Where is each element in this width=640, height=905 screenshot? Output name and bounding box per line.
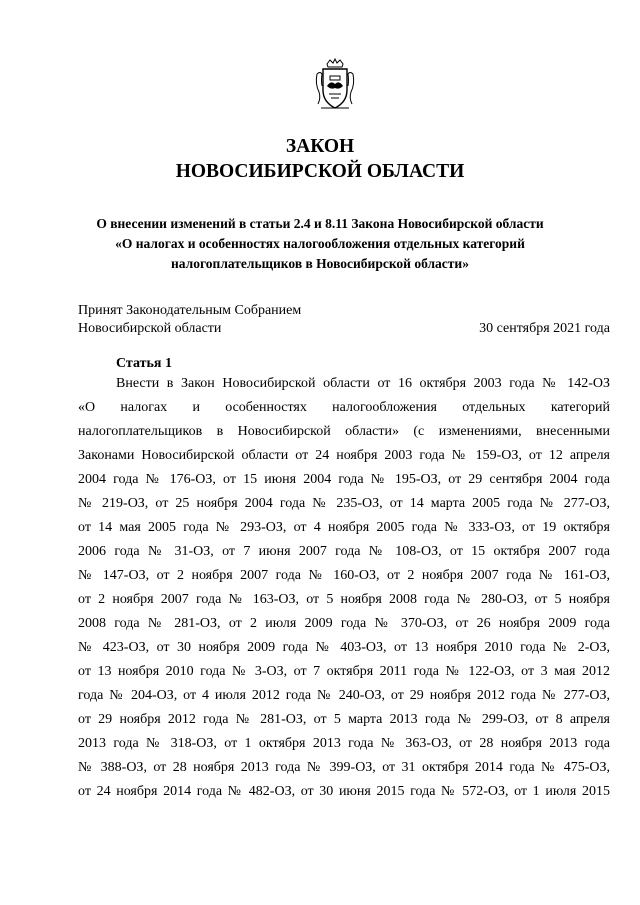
body-line: № 219-ОЗ, от 25 ноября 2004 года № 235-ОЗ, от 14 марта 2005 года № 277-ОЗ, <box>78 496 610 511</box>
body-line: от 24 ноября 2014 года № 482-ОЗ, от 30 июня 2015 года № 572-ОЗ, от 1 июля 2015 <box>78 784 610 799</box>
coat-of-arms-icon <box>313 58 357 112</box>
body-line: 2004 года № 176-ОЗ, от 15 июня 2004 года № 195-ОЗ, от 29 сентября 2004 года <box>78 472 610 487</box>
body-line: налогоплательщиков в Новосибирской области» (с изменениями, внесенными <box>78 424 610 439</box>
body-line: 2008 года № 281-ОЗ, от 2 июля 2009 года № 370-ОЗ, от 26 ноября 2009 года <box>78 616 610 631</box>
adopted-by-line-2 <box>78 320 610 338</box>
article-body <box>78 372 610 804</box>
article-heading: Статья 1 <box>116 356 172 371</box>
body-line: Законами Новосибирской области от 24 ноября 2003 года № 159-ОЗ, от 12 апреля <box>78 448 610 463</box>
body-line: от 13 ноября 2010 года № 3-ОЗ, от 7 октября 2011 года № 122-ОЗ, от 3 мая 2012 <box>78 664 610 679</box>
adoption-date: 30 сентября 2021 года <box>479 321 610 336</box>
document-subtitle-line-2: «О налогах и особенностях налогообложения отдельных категорий <box>115 236 525 251</box>
adopted-by-line-1 <box>78 302 610 320</box>
body-line: от 14 мая 2005 года № 293-ОЗ, от 4 ноября 2005 года № 333-ОЗ, от 19 октября <box>78 520 610 535</box>
body-line: 2006 года № 31-ОЗ, от 7 июня 2007 года № 108-ОЗ, от 15 октября 2007 года <box>78 544 610 559</box>
document-subtitle-line-1: О внесении изменений в статьи 2.4 и 8.11 Закона Новосибирской области <box>96 216 544 231</box>
body-line: от 2 ноября 2007 года № 163-ОЗ, от 5 ноября 2008 года № 280-ОЗ, от 5 ноября <box>78 592 610 607</box>
body-line: от 29 ноября 2012 года № 281-ОЗ, от 5 марта 2013 года № 299-ОЗ, от 8 апреля <box>78 712 610 727</box>
body-line: Внести в Закон Новосибирской области от 16 октября 2003 года № 142-ОЗ <box>116 376 610 391</box>
body-line: № 423-ОЗ, от 30 ноября 2009 года № 403-ОЗ, от 13 ноября 2010 года № 2-ОЗ, <box>78 640 610 655</box>
body-line: года № 204-ОЗ, от 4 июля 2012 года № 240-ОЗ, от 29 ноября 2012 года № 277-ОЗ, <box>78 688 610 703</box>
body-line: № 147-ОЗ, от 2 ноября 2007 года № 160-ОЗ, от 2 ноября 2007 года № 161-ОЗ, <box>78 568 610 583</box>
body-line: «О налогах и особенностях налогообложения отдельных категорий <box>78 400 610 415</box>
document-title-line-1: ЗАКОН <box>285 136 355 157</box>
document-subtitle-line-3: налогоплательщиков в Новосибирской области» <box>171 256 469 271</box>
document-title-line-2: НОВОСИБИРСКОЙ ОБЛАСТИ <box>175 161 465 182</box>
body-line: 2013 года № 318-ОЗ, от 1 октября 2013 года № 363-ОЗ, от 28 ноября 2013 года <box>78 736 610 751</box>
body-line: № 388-ОЗ, от 28 ноября 2013 года № 399-ОЗ, от 31 октября 2014 года № 475-ОЗ, <box>78 760 610 775</box>
adopted-by-text: Принят Законодательным Собранием <box>78 303 302 318</box>
adopted-by-region: Новосибирской области <box>78 321 222 336</box>
